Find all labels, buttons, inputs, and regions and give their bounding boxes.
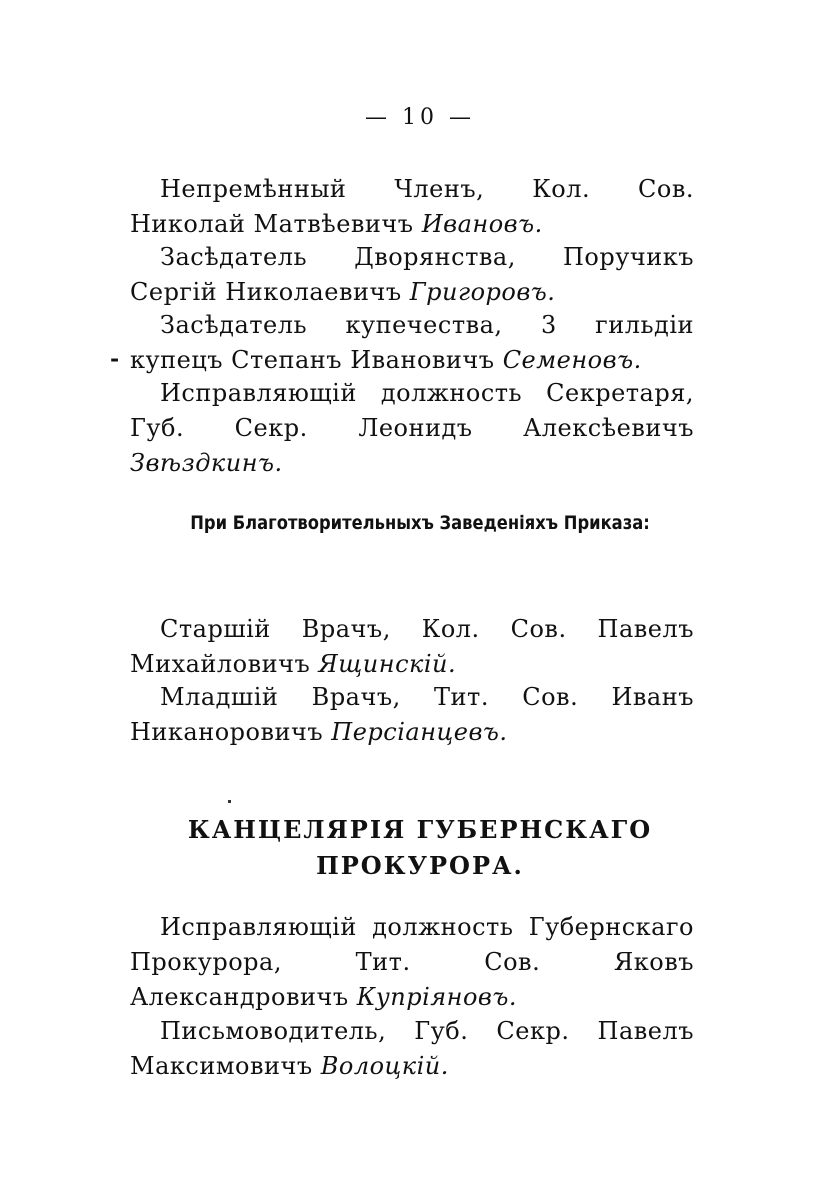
entry-name: Ивановъ. — [421, 210, 543, 238]
entry-name: Волоцкій. — [320, 1052, 449, 1080]
entry-title: Старшій Врачъ, Кол. Сов. Павелъ Михайловичъ — [130, 615, 694, 678]
entry-acting-prosecutor — [130, 910, 694, 1015]
entry-merchant-assessor — [130, 308, 694, 378]
entry-title: Непремѣнный Членъ, Кол. Сов. Николай Матвѣевичъ — [130, 175, 694, 238]
charitable-institutions-heading: При Благотворительныхъ Заведеніяхъ Приказа: — [190, 512, 650, 534]
entry-name: Григоровъ. — [409, 278, 556, 306]
entry-junior-doctor — [130, 680, 694, 750]
entry-title: Засѣдатель купечества, 3 гильдіи купецъ Степанъ Ивановичъ — [130, 311, 694, 374]
entry-name: Персіанцевъ. — [331, 718, 508, 746]
entry-title: Исправляющій должность Губернскаго Прокурора, Тит. Сов. Яковъ Александровичъ — [130, 913, 694, 1011]
entry-title: Письмоводитель, Губ. Секр. Павелъ Максимовичъ — [130, 1017, 694, 1080]
entry-title: Исправляющій должность Секретаря, Губ. Секр. Леонидъ Алексѣевичъ — [130, 379, 694, 442]
page-number-header: — 10 — — [365, 105, 475, 130]
entry-name: Звѣздкинъ. — [130, 449, 283, 477]
entry-name: Купріяновъ. — [356, 983, 517, 1011]
entry-title: Младшій Врачъ, Тит. Сов. Иванъ Никаноровичъ — [130, 683, 694, 746]
entry-acting-secretary — [130, 376, 694, 481]
entry-permanent-member — [130, 172, 694, 242]
entry-name: Семеновъ. — [502, 346, 642, 374]
prosecutor-chancellery-title: КАНЦЕЛЯРІЯ ГУБЕРНСКАГО ПРОКУРОРА. — [187, 815, 653, 880]
entry-senior-doctor — [130, 612, 694, 682]
print-speck — [228, 800, 231, 803]
entry-clerk — [130, 1014, 694, 1084]
entry-name: Ящинскій. — [318, 650, 457, 678]
margin-mark: - — [110, 346, 120, 372]
entry-title: Засѣдатель Дворянства, Поручикъ Сергій Николаевичъ — [130, 243, 694, 306]
entry-nobility-assessor — [130, 240, 694, 310]
